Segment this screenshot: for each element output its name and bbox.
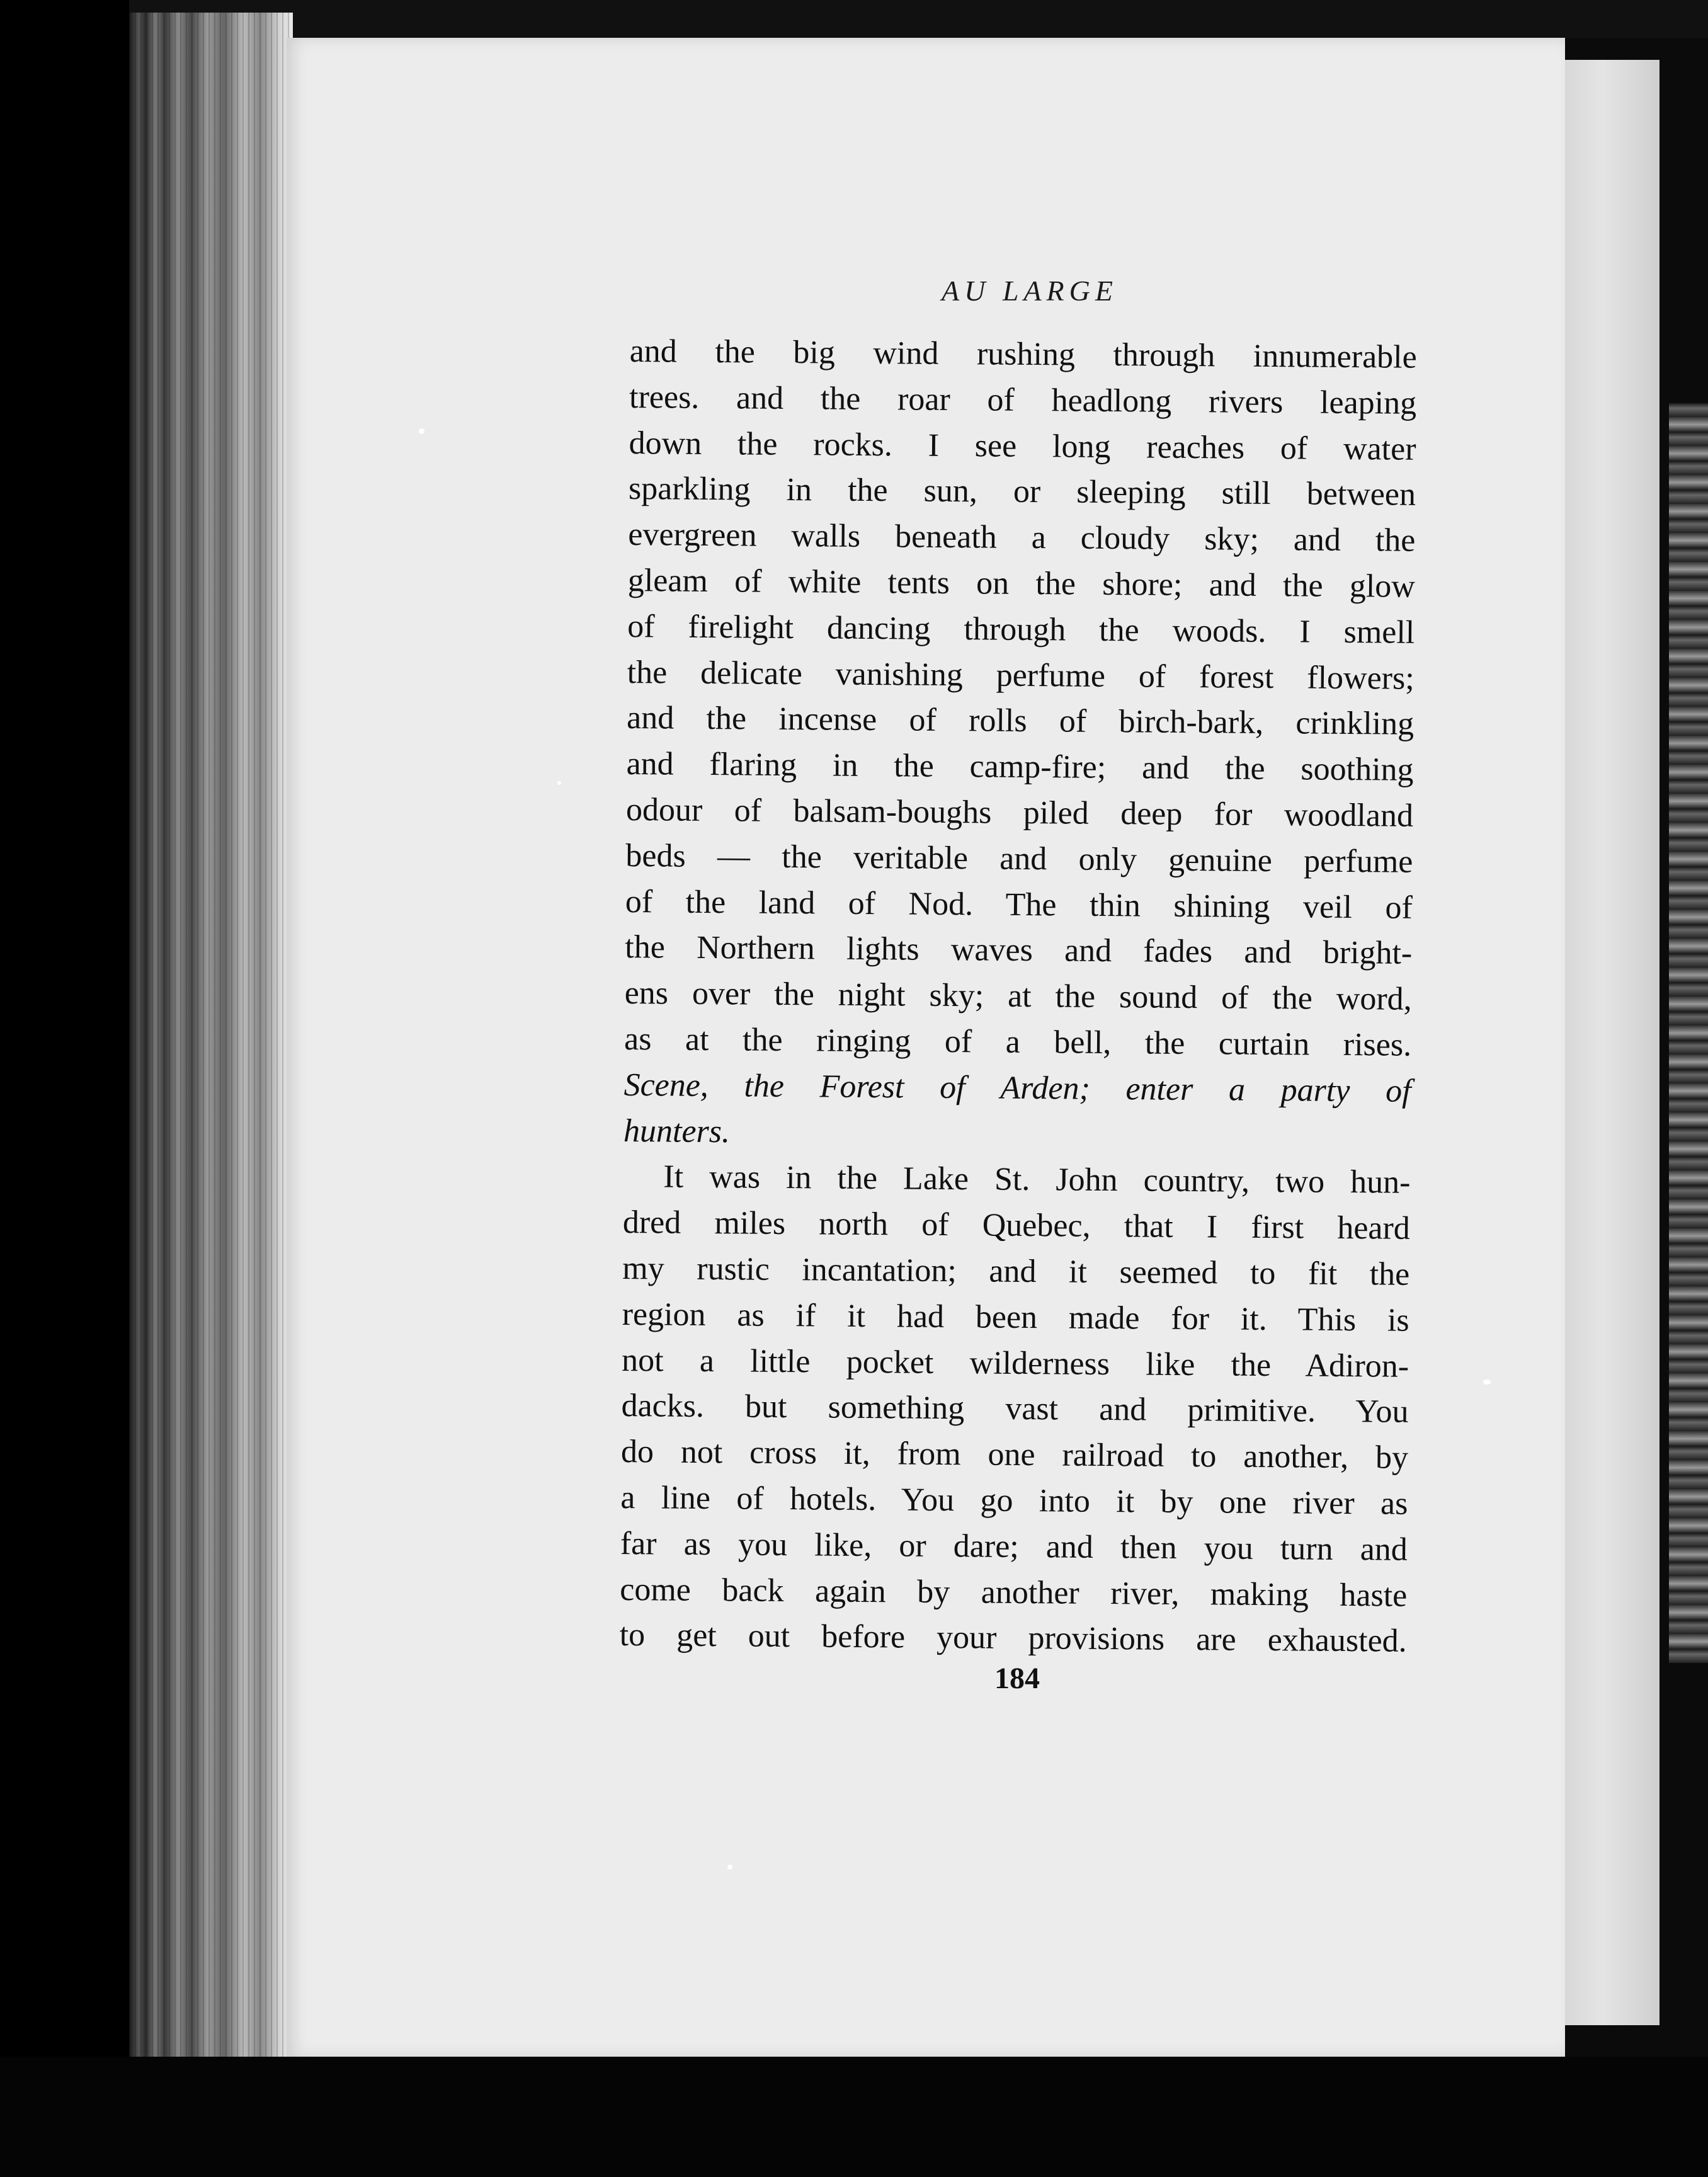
text-line: of firelight dancing through the woods. I smell <box>627 608 1415 651</box>
page-number: 184 <box>994 1662 1040 1695</box>
text-line: dred miles north of Quebec, that I first heard <box>622 1204 1411 1247</box>
text-line: not a little pocket wilderness like the Adiron- <box>621 1342 1409 1385</box>
text-line: gleam of white tents on the shore; and the glow <box>627 562 1416 605</box>
page-speck <box>1483 1380 1491 1385</box>
text-line: beds — the veritable and only genuine perfume <box>625 837 1413 880</box>
top-shadow-band <box>129 0 1708 38</box>
facing-plate-fragment <box>1669 403 1708 1663</box>
text-line-italic: hunters. <box>623 1112 731 1150</box>
text-line: come back again by another river, making haste <box>620 1571 1408 1614</box>
text-line: and the incense of rolls of birch-bark, crinkling <box>626 700 1415 743</box>
text-line: down the rocks. I see long reaches of water <box>629 425 1416 467</box>
next-leaf-edge <box>1565 60 1660 2025</box>
text-line: dacks. but something vast and primitive. You <box>621 1388 1409 1431</box>
text-line: do not cross it, from one railroad to another, by <box>620 1434 1409 1476</box>
text-line: the Northern lights waves and fades and bright- <box>625 929 1413 972</box>
text-line: to get out before your provisions are exhausted. <box>619 1617 1407 1660</box>
text-line: odour of balsam-boughs piled deep for woodland <box>625 791 1414 834</box>
text-line: and the big wind rushing through innumerable <box>629 333 1417 375</box>
text-line: as at the ringing of a bell, the curtain rises. <box>623 1020 1412 1063</box>
page-speck <box>419 428 424 434</box>
page-speck <box>557 781 561 785</box>
page-speck <box>727 1865 732 1870</box>
body-text <box>619 329 1417 1665</box>
text-line: far as you like, or dare; and then you turn and <box>620 1525 1408 1568</box>
running-head: AU LARGE <box>942 275 1118 307</box>
bottom-shadow-band <box>0 2057 1708 2177</box>
text-line: of the land of Nod. The thin shining veil of <box>625 883 1413 926</box>
paragraph-start-line: It was in the Lake St. John country, two hun- <box>663 1158 1411 1201</box>
text-line: a line of hotels. You go into it by one river as <box>620 1479 1408 1522</box>
book-page-edges <box>129 13 293 2057</box>
text-line: region as if it had been made for it. This is <box>622 1296 1409 1339</box>
text-line: trees. and the roar of headlong rivers leaping <box>629 379 1417 421</box>
text-line: sparkling in the sun, or sleeping still between <box>628 471 1416 513</box>
text-line: and flaring in the camp-fire; and the soothing <box>626 746 1414 788</box>
text-line: the delicate vanishing perfume of forest flowers; <box>627 654 1415 697</box>
text-line-italic: Scene, the Forest of Arden; enter a party of <box>623 1066 1411 1109</box>
text-line: my rustic incantation; and it seemed to fit the <box>622 1250 1410 1293</box>
text-line: evergreen walls beneath a cloudy sky; and the <box>628 517 1416 559</box>
text-line: ens over the night sky; at the sound of the word, <box>624 975 1412 1017</box>
